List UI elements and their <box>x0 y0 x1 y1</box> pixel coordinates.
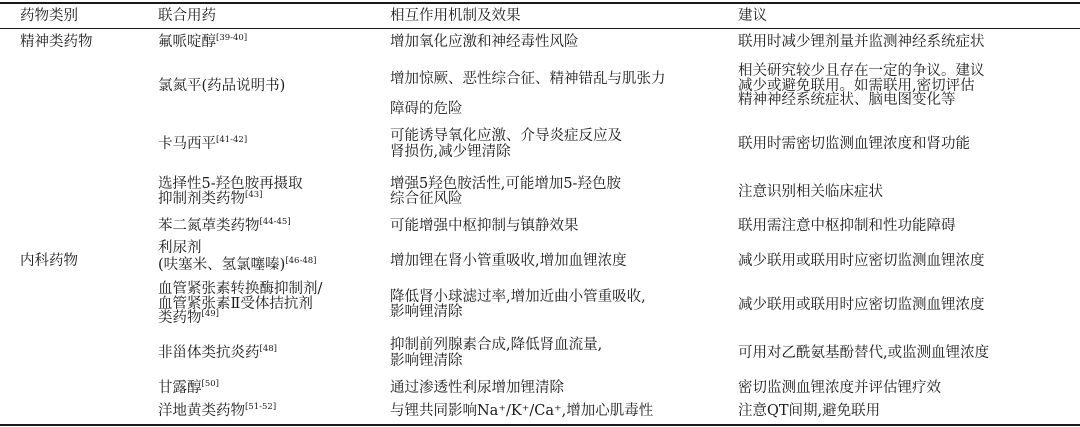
drug-name: 非甾体类抗炎药 <box>158 345 260 361</box>
category-medical: 内科药物 <box>20 253 78 269</box>
advice-text: 可用对乙酰氨基酚替代,或监测血锂浓度 <box>738 345 990 361</box>
citation: [50] <box>201 379 219 389</box>
advice-text: 减少联用或联用时应密切监测血锂浓度 <box>738 253 985 269</box>
table-row-drug <box>158 79 285 96</box>
mechanism-text: 降低肾小球滤过率,增加近曲小管重吸收, 影响锂清除 <box>390 289 646 320</box>
drug-name: 血管紧张素转换酶抑制剂/ 血管紧张素Ⅱ受体拮抗剂 类药物 <box>158 281 323 326</box>
drug-name: 氟哌啶醇 <box>158 34 216 50</box>
header-mechanism: 相互作用机制及效果 <box>390 8 521 24</box>
table-row-drug <box>158 346 277 363</box>
citation: [51-52] <box>245 402 277 412</box>
citation: [39-40] <box>216 33 248 43</box>
table-row-drug <box>158 282 322 328</box>
mechanism-text: 通过渗透性利尿增加锂清除 <box>390 380 564 396</box>
table-row-drug <box>158 240 316 276</box>
advice-text: 减少联用或联用时应密切监测血锂浓度 <box>738 297 985 313</box>
table-row-drug <box>158 177 303 209</box>
drug-name: 卡马西平 <box>158 136 216 152</box>
mechanism-text: 可能诱导氧化应激、介导炎症反应及 肾损伤,减少锂清除 <box>390 128 622 160</box>
mechanism-text: 增加锂在肾小管重吸收,增加血锂浓度 <box>390 253 627 269</box>
advice-text: 注意识别相关临床症状 <box>738 184 883 200</box>
table-header-rule <box>0 28 1080 29</box>
drug-name: 洋地黄类药物 <box>158 403 245 419</box>
header-drug: 联合用药 <box>158 8 216 24</box>
drug-name: 甘露醇 <box>158 380 202 396</box>
drug-name: 利尿剂 (呋塞米、氢氯噻嗪) <box>158 240 286 273</box>
citation: [46-48] <box>285 256 317 266</box>
advice-text: 联用时减少锂剂量并监测神经系统症状 <box>738 34 985 50</box>
table-top-rule <box>0 2 1080 4</box>
advice-text: 注意QT间期,避免联用 <box>738 403 881 419</box>
header-advice: 建议 <box>738 8 767 24</box>
mechanism-text: 增加氧化应激和神经毒性风险 <box>390 34 579 50</box>
table-row-drug <box>158 137 247 154</box>
mechanism-text: 增加惊厥、恶性综合征、精神错乱与肌张力 障碍的危险 <box>390 71 666 117</box>
mechanism-text: 增强5羟色胺活性,可能增加5-羟色胺 综合征风险 <box>390 176 621 207</box>
citation: [43] <box>245 190 263 200</box>
advice-text: 密切监测血锂浓度并评估锂疗效 <box>738 380 941 396</box>
mechanism-text: 抑制前列腺素合成,降低肾血流量, 影响锂清除 <box>390 337 603 369</box>
advice-text: 相关研究较少且存在一定的争议。建议 减少或避免联用。如需联用,密切评估 精神神经系统症状、脑电图变化等 <box>738 63 985 108</box>
header-category: 药物类别 <box>20 8 78 24</box>
table-row-drug <box>158 35 247 52</box>
category-psych: 精神类药物 <box>20 34 93 50</box>
citation: [44-45] <box>259 217 291 227</box>
drug-name: 氯氮平(药品说明书) <box>158 78 286 94</box>
citation: [49] <box>201 309 219 319</box>
drug-name: 苯二氮䓬类药物 <box>158 218 260 234</box>
drug-name: 选择性5-羟色胺再摄取 抑制剂类药物 <box>158 176 303 207</box>
advice-text: 联用需注意中枢抑制和性功能障碍 <box>738 218 956 234</box>
advice-text: 联用时需密切监测血锂浓度和肾功能 <box>738 136 970 152</box>
citation: [41-42] <box>216 135 248 145</box>
table-row-drug <box>158 404 276 421</box>
table-row-drug <box>158 381 219 398</box>
table-bottom-rule <box>0 424 1080 426</box>
table-row-drug <box>158 219 291 236</box>
mechanism-text: 与锂共同影响Na⁺/K⁺/Ca⁺,增加心肌毒性 <box>390 403 654 419</box>
citation: [48] <box>259 344 277 354</box>
mechanism-text: 可能增强中枢抑制与镇静效果 <box>390 218 579 234</box>
